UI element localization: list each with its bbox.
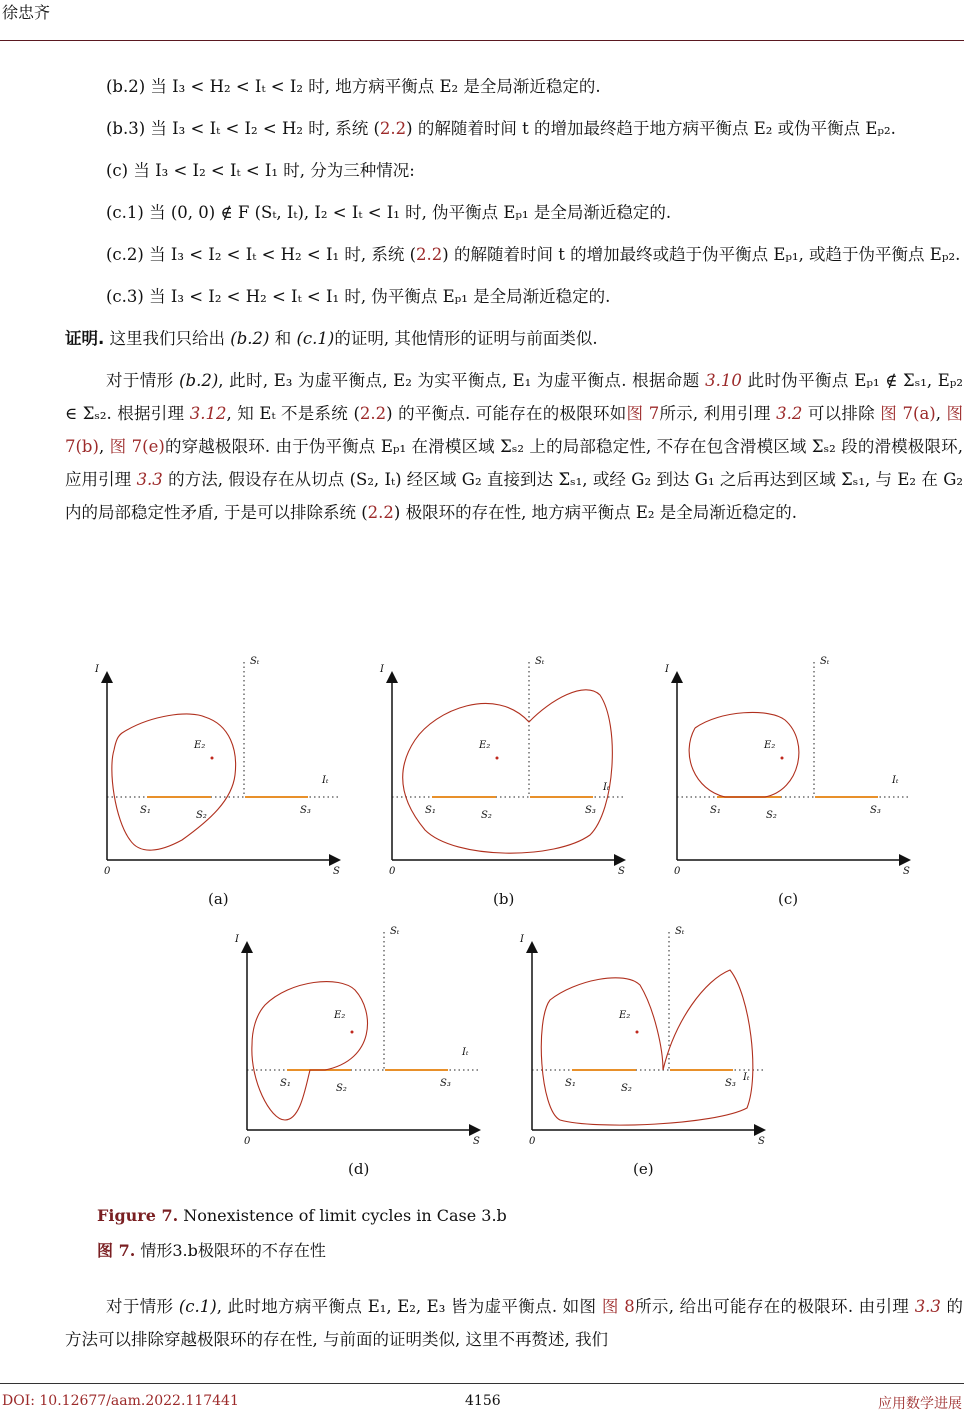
axis-label-origin: 0 (104, 866, 111, 877)
axis-label-e2: E₂ (479, 740, 491, 751)
footer-divider (0, 1383, 964, 1384)
caption-en-label: Figure 7. (97, 1206, 179, 1225)
case-paragraph (65, 238, 963, 271)
phase-portrait-d (230, 920, 515, 1182)
cross-reference-link[interactable]: 2.2 (379, 119, 407, 138)
panel-label: (d) (348, 1160, 370, 1178)
axis-label-s: S (618, 866, 625, 877)
text-segment: 对于情形 (106, 371, 180, 390)
text-segment: 所示, 利用引理 (659, 404, 777, 423)
text-segment: , 知 Eₜ 不是系统 ( (226, 404, 360, 423)
axis-label-st: Sₜ (390, 926, 400, 937)
text-segment: ) 的解随着时间 t 的增加最终或趋于伪平衡点 Eₚ₁, 或趋于伪平衡点 Eₚ₂. (442, 245, 961, 264)
equilibrium-e2-point (351, 1031, 354, 1034)
axis-label-st: Sₜ (675, 926, 685, 937)
equilibrium-e2-point (211, 757, 214, 760)
text-segment: 和 (269, 329, 297, 348)
cross-reference-link[interactable]: 3.3 (136, 470, 163, 489)
cross-reference-link[interactable]: 图 7 (626, 404, 660, 423)
limit-cycle-orbit (112, 714, 236, 850)
text-segment: ) 极限环的存在性, 地方病平衡点 E₂ 是全局渐近稳定的. (393, 503, 797, 522)
axis-label-s: S (333, 866, 340, 877)
axis-label-s1: S₁ (425, 805, 436, 816)
axis-label-s1: S₁ (280, 1078, 291, 1089)
case-paragraph (65, 112, 963, 145)
text-segment: (c.3) 当 I₃ < I₂ < H₂ < Iₜ < I₁ 时, 伪平衡点 Eₚ₁ 是全局渐近稳定的. (106, 287, 611, 306)
phase-portrait-c (660, 650, 945, 912)
phase-portrait-b (375, 650, 660, 912)
case-paragraph (65, 70, 963, 103)
axis-label-s3: S₃ (300, 805, 311, 816)
axis-label-origin: 0 (674, 866, 681, 877)
text-segment: 对于情形 (106, 1297, 179, 1316)
text-segment: 可以排除 (802, 404, 881, 423)
axis-label-s3: S₃ (585, 805, 596, 816)
text-segment: (b.2) (230, 329, 270, 348)
axis-label-it: Iₜ (743, 1072, 750, 1083)
axis-label-it: Iₜ (603, 782, 610, 793)
text-segment: (c.1) 当 (0, 0) ∉ F (Sₜ, Iₜ), I₂ < Iₜ < I₁ 时, 伪平衡点 Eₚ₁ 是全局渐近稳定的. (106, 203, 672, 222)
text-segment: (b.3) 当 I₃ < Iₜ < I₂ < H₂ 时, 系统 ( (106, 119, 380, 138)
limit-cycle-orbit (541, 970, 753, 1125)
equilibrium-e2-point (636, 1031, 639, 1034)
panel-label: (a) (208, 890, 229, 908)
text-segment: 的方法, 假设存在从切点 (S₂, Iₜ) 经区域 G₂ 直接到达 Σ̄ₛ₁, 或经 G₂ 到达 G₁ 之后再达到区域 Σ̄ₛ₁, 与 E₂ 在 G₂ 内的局部稳定性矛盾, 于是可以排除系统 ( (65, 470, 963, 522)
text-segment: 所示, 给出可能存在的极限环. 由引理 (634, 1297, 915, 1316)
text-segment: , (98, 437, 110, 456)
axis-label-origin: 0 (529, 1136, 536, 1147)
cross-reference-link[interactable]: 图 8 (601, 1297, 635, 1316)
cross-reference-link[interactable]: 图 7(a) (880, 404, 936, 423)
axis-label-origin: 0 (389, 866, 396, 877)
cross-reference-link[interactable]: 2.2 (416, 245, 443, 264)
axis-label-s2: S₂ (196, 810, 207, 821)
axis-label-it: Iₜ (892, 775, 899, 786)
caption-en-text: Nonexistence of limit cycles in Case 3.b (183, 1206, 507, 1225)
cross-reference-link[interactable]: 图 7(e) (109, 437, 165, 456)
header-divider (0, 40, 964, 41)
axis-label-s2: S₂ (481, 810, 492, 821)
axis-label-i: I (520, 934, 524, 945)
axis-label-e2: E₂ (194, 740, 206, 751)
caption-zh-label: 图 7. (97, 1241, 136, 1260)
axis-label-st: Sₜ (250, 656, 260, 667)
proof-label: 证明. (65, 329, 105, 348)
text-segment: (c.2) 当 I₃ < I₂ < Iₜ < H₂ < I₁ 时, 系统 ( (106, 245, 417, 264)
cross-reference-link[interactable]: 2.2 (359, 404, 387, 423)
axis-label-s2: S₂ (621, 1083, 632, 1094)
axis-label-i: I (95, 664, 99, 675)
axis-label-it: Iₜ (322, 775, 329, 786)
axis-label-s: S (758, 1136, 765, 1147)
phase-portrait-e (515, 920, 800, 1182)
limit-cycle-orbit (252, 982, 368, 1120)
text-segment: 的穿越极限环. 由于伪平衡点 Eₚ₁ 在滑模区域 Σₛ₂ 上的局部稳定性, 不存在包含滑模区域 Σₛ₂ 段的滑模极限环, 应用引理 (65, 437, 963, 489)
running-header-author: 徐忠齐 (2, 3, 51, 22)
text-segment: (c.1) (296, 329, 335, 348)
text-segment: (c.1) (178, 1297, 217, 1316)
proof-body (65, 364, 963, 529)
panel-label: (c) (778, 890, 799, 908)
limit-cycle-orbit (689, 712, 799, 797)
text-segment: (b.2) 当 I₃ < H₂ < Iₜ < I₂ 时, 地方病平衡点 E₂ 是全局渐近稳定的. (106, 77, 601, 96)
case-paragraph (65, 196, 963, 229)
axis-label-it: Iₜ (462, 1047, 469, 1058)
text-segment: , (935, 404, 947, 423)
axis-label-s1: S₁ (140, 805, 151, 816)
page-number: 4156 (465, 1393, 501, 1409)
text-segment: , 此时地方病平衡点 E₁, E₂, E₃ 皆为虚平衡点. 如图 (216, 1297, 602, 1316)
axis-label-st: Sₜ (820, 656, 830, 667)
axis-label-origin: 0 (244, 1136, 251, 1147)
case-paragraph (65, 280, 963, 313)
axis-label-e2: E₂ (764, 740, 776, 751)
panel-label: (b) (493, 890, 515, 908)
axis-label-st: Sₜ (535, 656, 545, 667)
next-paragraph (65, 1290, 963, 1356)
axis-label-s1: S₁ (565, 1078, 576, 1089)
limit-cycle-orbit (403, 690, 613, 853)
text-segment: ) 的解随着时间 t 的增加最终趋于地方病平衡点 E₂ 或伪平衡点 Eₚ₂. (406, 119, 896, 138)
text-segment: 此时伪平衡点 Eₚ₁ ∉ Σₛ₁, Eₚ₂ ∈ Σₛ₂. 根据引理 (65, 371, 963, 423)
text-segment: (b.2) (179, 371, 219, 390)
figure-caption-zh (97, 1238, 326, 1261)
axis-label-s: S (903, 866, 910, 877)
axis-label-s1: S₁ (710, 805, 721, 816)
equilibrium-e2-point (496, 757, 499, 760)
cross-reference-link[interactable]: 3.10 (705, 371, 742, 390)
axis-label-i: I (380, 664, 384, 675)
cross-reference-link[interactable]: 3.3 (914, 1297, 941, 1316)
axis-label-s3: S₃ (440, 1078, 451, 1089)
footer-journal-name: 应用数学进展 (878, 1396, 962, 1412)
axis-label-e2: E₂ (334, 1010, 346, 1021)
cross-reference-link[interactable]: 3.2 (776, 404, 803, 423)
footer-doi-link[interactable]: DOI: 10.12677/aam.2022.117441 (2, 1393, 239, 1409)
phase-portrait-a (90, 650, 375, 912)
axis-label-e2: E₂ (619, 1010, 631, 1021)
cross-reference-link[interactable]: 图 7(b) (65, 404, 963, 456)
proof-heading (65, 322, 963, 355)
panel-label: (e) (633, 1160, 654, 1178)
text-segment: (c) 当 I₃ < I₂ < Iₜ < I₁ 时, 分为三种情况: (106, 161, 415, 180)
axis-label-s2: S₂ (336, 1083, 347, 1094)
main-text (65, 70, 963, 538)
axis-label-s3: S₃ (725, 1078, 736, 1089)
figure-caption-en (97, 1206, 507, 1225)
caption-zh-text: 情形3.b极限环的不存在性 (140, 1241, 326, 1260)
text-segment: 的方法可以排除穿越极限环的存在性, 与前面的证明类似, 这里不再赘述, 我们 (65, 1297, 964, 1349)
case-paragraph (65, 154, 963, 187)
text-segment: ) 的平衡点. 可能存在的极限环如 (386, 404, 627, 423)
axis-label-i: I (235, 934, 239, 945)
text-segment: , 此时, E₃ 为虚平衡点, E₂ 为实平衡点, E₁ 为虚平衡点. 根据命题 (218, 371, 706, 390)
theorem-cases (65, 70, 963, 313)
cross-reference-link[interactable]: 3.12 (189, 404, 227, 423)
text-segment: 的证明, 其他情形的证明与前面类似. (334, 329, 598, 348)
equilibrium-e2-point (781, 757, 784, 760)
axis-label-s3: S₃ (870, 805, 881, 816)
cross-reference-link[interactable]: 2.2 (367, 503, 394, 522)
axis-label-s: S (473, 1136, 480, 1147)
axis-label-i: I (665, 664, 669, 675)
text-segment: 这里我们只给出 (104, 329, 231, 348)
axis-label-s2: S₂ (766, 810, 777, 821)
